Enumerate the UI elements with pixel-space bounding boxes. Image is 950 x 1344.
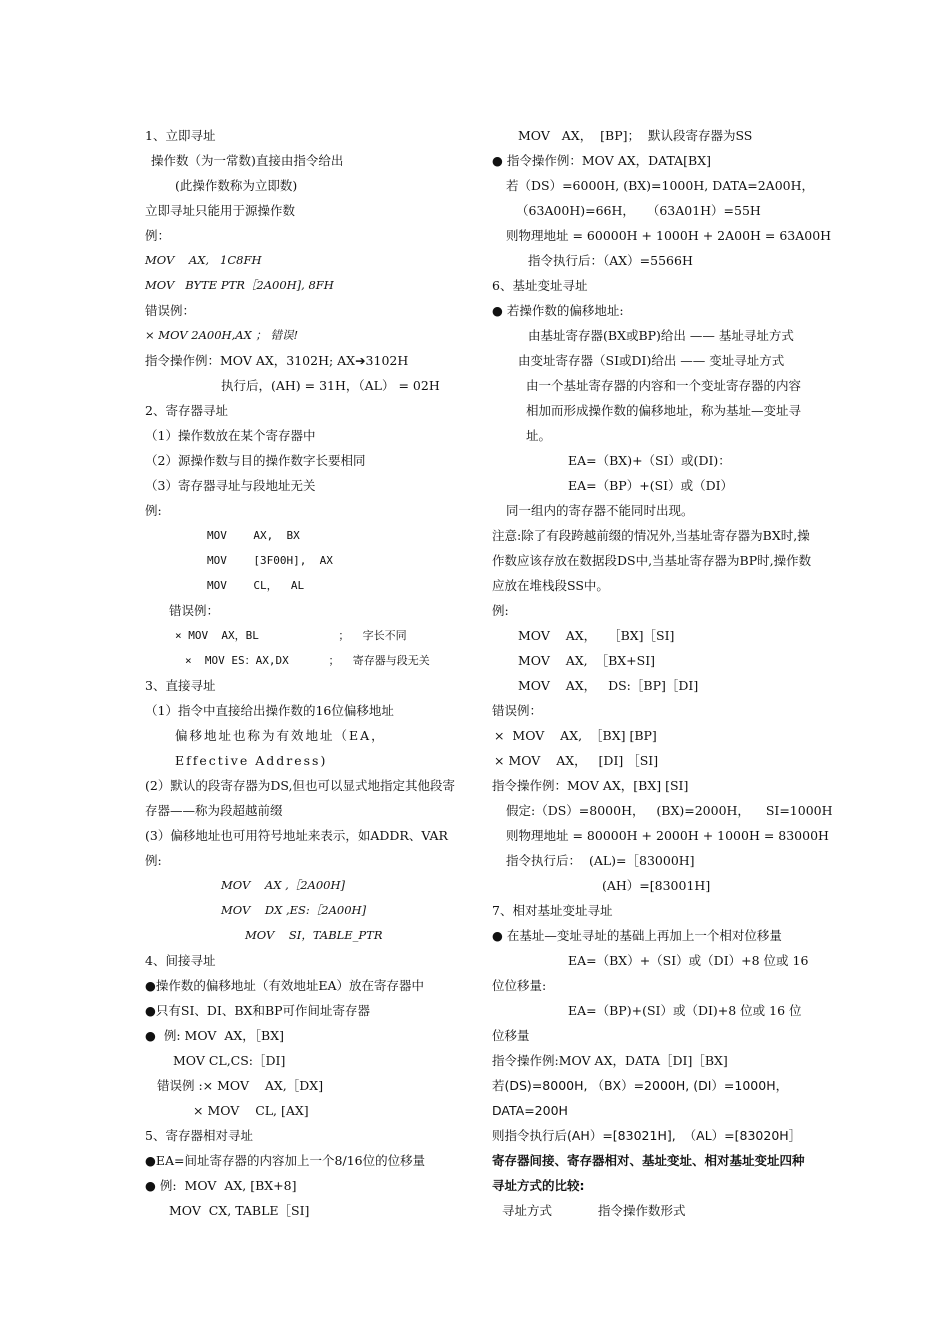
bullet-line: ● 指令操作例：MOV AX，DATA[BX] — [492, 153, 712, 168]
text-paragraph: 若(DS)=8000H, （BX）=2000H, (DI）=1000H，DATA=200H — [492, 1078, 789, 1118]
text-line: 指令操作例：MOV AX，3102H; AX➔3102H — [145, 353, 409, 368]
code-line: MOV CL， AL — [207, 579, 305, 592]
code-line: × MOV AX，BL ； 字长不同 — [175, 629, 407, 642]
text-line: (3）偏移地址也可用符号地址来表示，如ADDR、VAR — [145, 828, 448, 843]
text-line: （2）源操作数与目的操作数字长要相同 — [145, 453, 366, 468]
text-line: 立即寻址只能用于源操作数 — [145, 203, 296, 218]
code-line: MOV [3F00H], AX — [207, 554, 333, 567]
text-line: 若（DS）=6000H, (BX)=1000H, DATA=2A00H， — [506, 178, 814, 193]
error-example-label: 错误例： — [145, 303, 196, 318]
text-paragraph: 偏移地址也称为有效地址（EA， Effective Address) — [175, 728, 386, 768]
text-line: 则物理地址 = 80000H + 2000H + 1000H = 83000H — [506, 828, 829, 843]
error-example-label: 错误例： — [169, 603, 220, 618]
code-line: MOV AX， [BP]； 默认段寄存器为SS — [518, 128, 753, 143]
bullet-line: ● 若操作数的偏移地址: — [492, 303, 624, 318]
text-line: 操作数（为一常数)直接由指令给出 — [151, 153, 344, 168]
section-heading: 3、直接寻址 — [145, 678, 216, 693]
code-line: MOV DX ,ES:［2A00H] — [221, 903, 367, 917]
text-line: 指令执行后： (AL)=［83000H] — [506, 853, 695, 868]
section-heading: 2、寄存器寻址 — [145, 403, 228, 418]
text-line: 假定:（DS）=8000H， (BX)=2000H， SI=1000H — [506, 803, 833, 818]
section-heading: 7、相对基址变址寻址 — [492, 903, 613, 918]
text-line: （3）寄存器寻址与段地址无关 — [145, 478, 316, 493]
code-line: MOV AX, ［BX+SI] — [518, 653, 656, 668]
bullet-line: ● 例: MOV AX, [BX+8] — [145, 1178, 297, 1193]
text-line: （1）操作数放在某个寄存器中 — [145, 428, 316, 443]
example-label: 例： — [145, 228, 171, 243]
section-heading: 6、基址变址寻址 — [492, 278, 588, 293]
bullet-line: ● 在基址—变址寻址的基础上再加上一个相对位移量 — [492, 928, 782, 943]
text-line: (AH）=[83001H] — [602, 878, 711, 893]
code-line: MOV AX ,［2A00H] — [221, 878, 346, 892]
formula-line: EA=（BP）+(SI）或（DI） — [568, 478, 734, 493]
text-line: (此操作数称为立即数) — [175, 178, 298, 193]
code-line: × MOV CL, [AX] — [193, 1103, 309, 1118]
example-label: 例: — [145, 503, 162, 518]
formula-line: EA=（BX)+（SI）或(DI)： — [568, 453, 731, 468]
code-line: MOV CL,CS:［DI] — [173, 1053, 286, 1068]
code-line: × MOV 2A00H,AX ； 错误! — [145, 328, 299, 342]
comparison-heading: 寄存器间接、寄存器相对、基址变址、相对基址变址四种寻址方式的比较: — [492, 1153, 805, 1193]
text-line: 由基址寄存器(BX或BP)给出 —— 基址寻址方式 — [528, 328, 794, 343]
code-line: MOV CX, TABLE［SI] — [169, 1203, 310, 1218]
code-line: MOV BYTE PTR［2A00H], 8FH — [145, 278, 334, 292]
left-column — [145, 123, 465, 1223]
section-heading: 1、立即寻址 — [145, 128, 216, 143]
example-label: 例: — [492, 603, 509, 618]
section-heading: 4、间接寻址 — [145, 953, 216, 968]
text-line: 指令操作例:MOV AX，DATA［DI]［BX] — [492, 1053, 728, 1068]
column-header: 指令操作数形式 — [597, 1203, 686, 1218]
comparison-header-row — [492, 1198, 812, 1223]
text-line: （1）指令中直接给出操作数的16位偏移地址 — [145, 703, 394, 718]
column-header: 寻址方式 — [502, 1203, 553, 1218]
error-example-label: 错误例： — [492, 703, 543, 718]
bullet-line: ●EA=间址寄存器的内容加上一个8/16位的位移量 — [145, 1153, 426, 1168]
code-line: MOV AX， ［BX]［SI] — [518, 628, 675, 643]
code-line: MOV AX， DS:［BP]［DI] — [518, 678, 699, 693]
text-line: 由变址寄存器（SI或DI)给出 —— 变址寻址方式 — [518, 353, 785, 368]
code-line: × MOV AX， [DI] ［SI] — [494, 753, 659, 768]
formula-paragraph: EA=（BP)+(SI）或（DI)+8 位或 16 位位移量 — [492, 1003, 802, 1043]
code-line: MOV SI，TABLE_PTR — [245, 928, 383, 942]
text-line: 执行后，(AH) = 31H，（AL） = 02H — [221, 378, 440, 393]
code-line: 错误例 :× MOV AX,［DX] — [157, 1078, 324, 1093]
bullet-line: ●操作数的偏移地址（有效地址EA）放在寄存器中 — [145, 978, 425, 993]
text-line: 则物理地址 = 60000H + 1000H + 2A00H = 63A00H — [506, 228, 832, 243]
text-line: （63A00H)=66H， （63A01H）=55H — [516, 203, 761, 218]
right-column — [492, 123, 833, 1223]
bullet-line: ● 例: MOV AX，［BX] — [145, 1028, 284, 1043]
bullet-line: ●只有SI、DI、BX和BP可作间址寄存器 — [145, 1003, 371, 1018]
example-label: 例: — [145, 853, 162, 868]
text-paragraph: 由一个基址寄存器的内容和一个变址寄存器的内容相加而形成操作数的偏移地址，称为基址—变址寻址。 — [526, 378, 802, 443]
text-line: 同一组内的寄存器不能同时出现。 — [506, 503, 694, 518]
text-line: 则指令执行后(AH）=[83021H], （AL）=[83020H］ — [492, 1128, 802, 1143]
text-line: 指令执行后：（AX）=5566H — [528, 253, 693, 268]
section-heading: 5、寄存器相对寻址 — [145, 1128, 253, 1143]
note-paragraph: 注意:除了有段跨越前缀的情况外,当基址寄存器为BX时,操作数应该存放在数据段DS中,当基址寄存器为BP时,操作数应放在堆栈段SS中。 — [492, 528, 812, 593]
code-line: × MOV ES：AX,DX ； 寄存器与段无关 — [185, 654, 430, 667]
text-paragraph: (2）默认的段寄存器为DS,但也可以显式地指定其他段寄存器——称为段超越前缀 — [145, 778, 455, 818]
code-line: MOV AX, 1C8FH — [145, 253, 262, 267]
code-line: × MOV AX, ［BX] [BP] — [494, 728, 657, 743]
formula-paragraph: EA=（BX）+（SI）或（DI）+8 位或 16 位位移量: — [492, 953, 809, 993]
text-line: 指令操作例：MOV AX，[BX] [SI] — [492, 778, 689, 793]
code-line: MOV AX, BX — [207, 529, 300, 542]
